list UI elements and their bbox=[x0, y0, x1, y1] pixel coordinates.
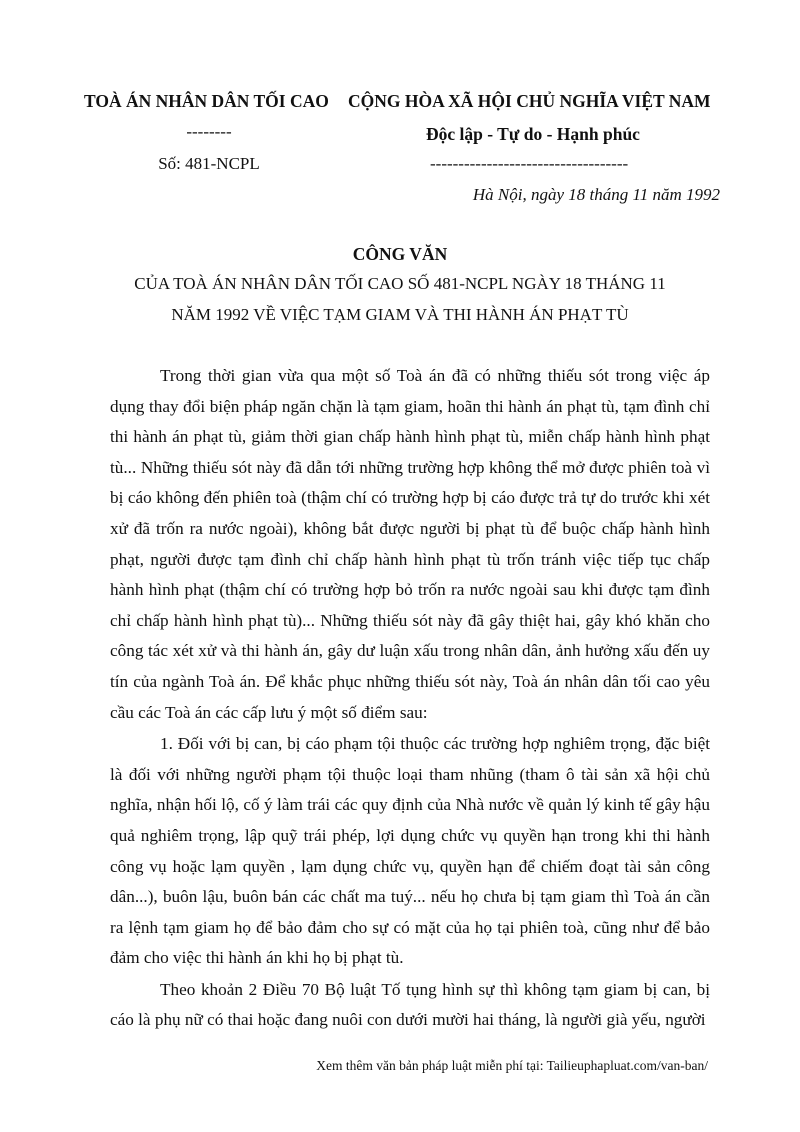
document-title: CÔNG VĂN bbox=[352, 244, 448, 264]
document-body bbox=[110, 361, 710, 1036]
republic-name: CỘNG HÒA XÃ HỘI CHỦ NGHĨA VIỆT NAM bbox=[348, 91, 711, 111]
paragraph-intro: Trong thời gian vừa qua một số Toà án đã có những thiếu sót trong việc áp dụng thay đổi biện pháp ngăn chặn là tạm giam, hoãn thi hành án phạt tù, tạm đình chỉ thi hành án phạt tù, giảm thời gian chấp hành hình phạt tù, miễn chấp hành hình phạt tù... Những thiếu sót này đã dẫn tới những trường hợp không thể mở được phiên toà vì bị cáo không đến phiên toà (thậm chí có trường hợp bị cáo được trả tự do trước khi xét xử đã trốn ra nước ngoài), không bắt được người bị phạt tù để buộc chấp hành hình phạt, người được tạm đình chỉ chấp hành hình phạt tù trốn tránh việc tiếp tục chấp hành hình phạt (thậm chí có trường hợp bỏ trốn ra nước ngoài sau khi được tạm đình chỉ chấp hành hình phạt tù)... Những thiếu sót này đã gây thiệt hai, gây khó khăn cho công tác xét xử và thi hành án, gây dư luận xấu trong nhân dân, ảnh hưởng xấu đến uy tín của ngành Toà án. Để khắc phục những thiếu sót này, Toà án nhân dân tối cao yêu cầu các Toà án các cấp lưu ý một số điểm sau: bbox=[110, 366, 710, 722]
national-motto: Độc lập - Tự do - Hạnh phúc bbox=[426, 124, 640, 144]
document-subtitle-line2: NĂM 1992 VỀ VIỆC TẠM GIAM VÀ THI HÀNH ÁN PHẠT TÙ bbox=[171, 305, 629, 324]
document-subtitle-line1: CỦA TOÀ ÁN NHÂN DÂN TỐI CAO SỐ 481-NCPL NGÀY 18 THÁNG 11 bbox=[134, 274, 666, 293]
document-number: Số: 481-NCPL bbox=[158, 154, 260, 173]
court-name: TOÀ ÁN NHÂN DÂN TỐI CAO bbox=[84, 91, 329, 111]
footer-note: Xem thêm văn bản pháp luật miễn phí tại: Tailieuphapluat.com/van-ban/ bbox=[316, 1058, 708, 1073]
paragraph-point-1: 1. Đối với bị can, bị cáo phạm tội thuộc các trường hợp nghiêm trọng, đặc biệt là đối với những người phạm tội thuộc loại tham nhũng (tham ô tài sản xã hội chủ nghĩa, nhận hối lộ, cố ý làm trái các quy định của Nhà nước về quản lý kinh tế gây hậu quả nghiêm trọng, lập quỹ trái phép, lợi dụng chức vụ quyền hạn trong khi thi hành công vụ hoặc lạm quyền , lạm dụng chức vụ, quyền hạn để chiếm đoạt tài sản công dân...), buôn lậu, buôn bán các chất ma tuý... nếu họ chưa bị tạm giam thì Toà án cần ra lệnh tạm giam họ để bảo đảm cho sự có mặt của họ tại phiên toà, cũng như để bảo đảm cho việc thi hành án khi họ bị phạt tù. bbox=[110, 734, 710, 968]
motto-rule: ----------------------------------- bbox=[430, 154, 629, 173]
place-date: Hà Nội, ngày 18 tháng 11 năm 1992 bbox=[472, 185, 720, 204]
court-rule: -------- bbox=[186, 122, 232, 141]
paragraph-article-70: Theo khoản 2 Điều 70 Bộ luật Tố tụng hình sự thì không tạm giam bị can, bị cáo là phụ nữ có thai hoặc đang nuôi con dưới mười hai tháng, là người già yếu, người bbox=[110, 979, 710, 1030]
